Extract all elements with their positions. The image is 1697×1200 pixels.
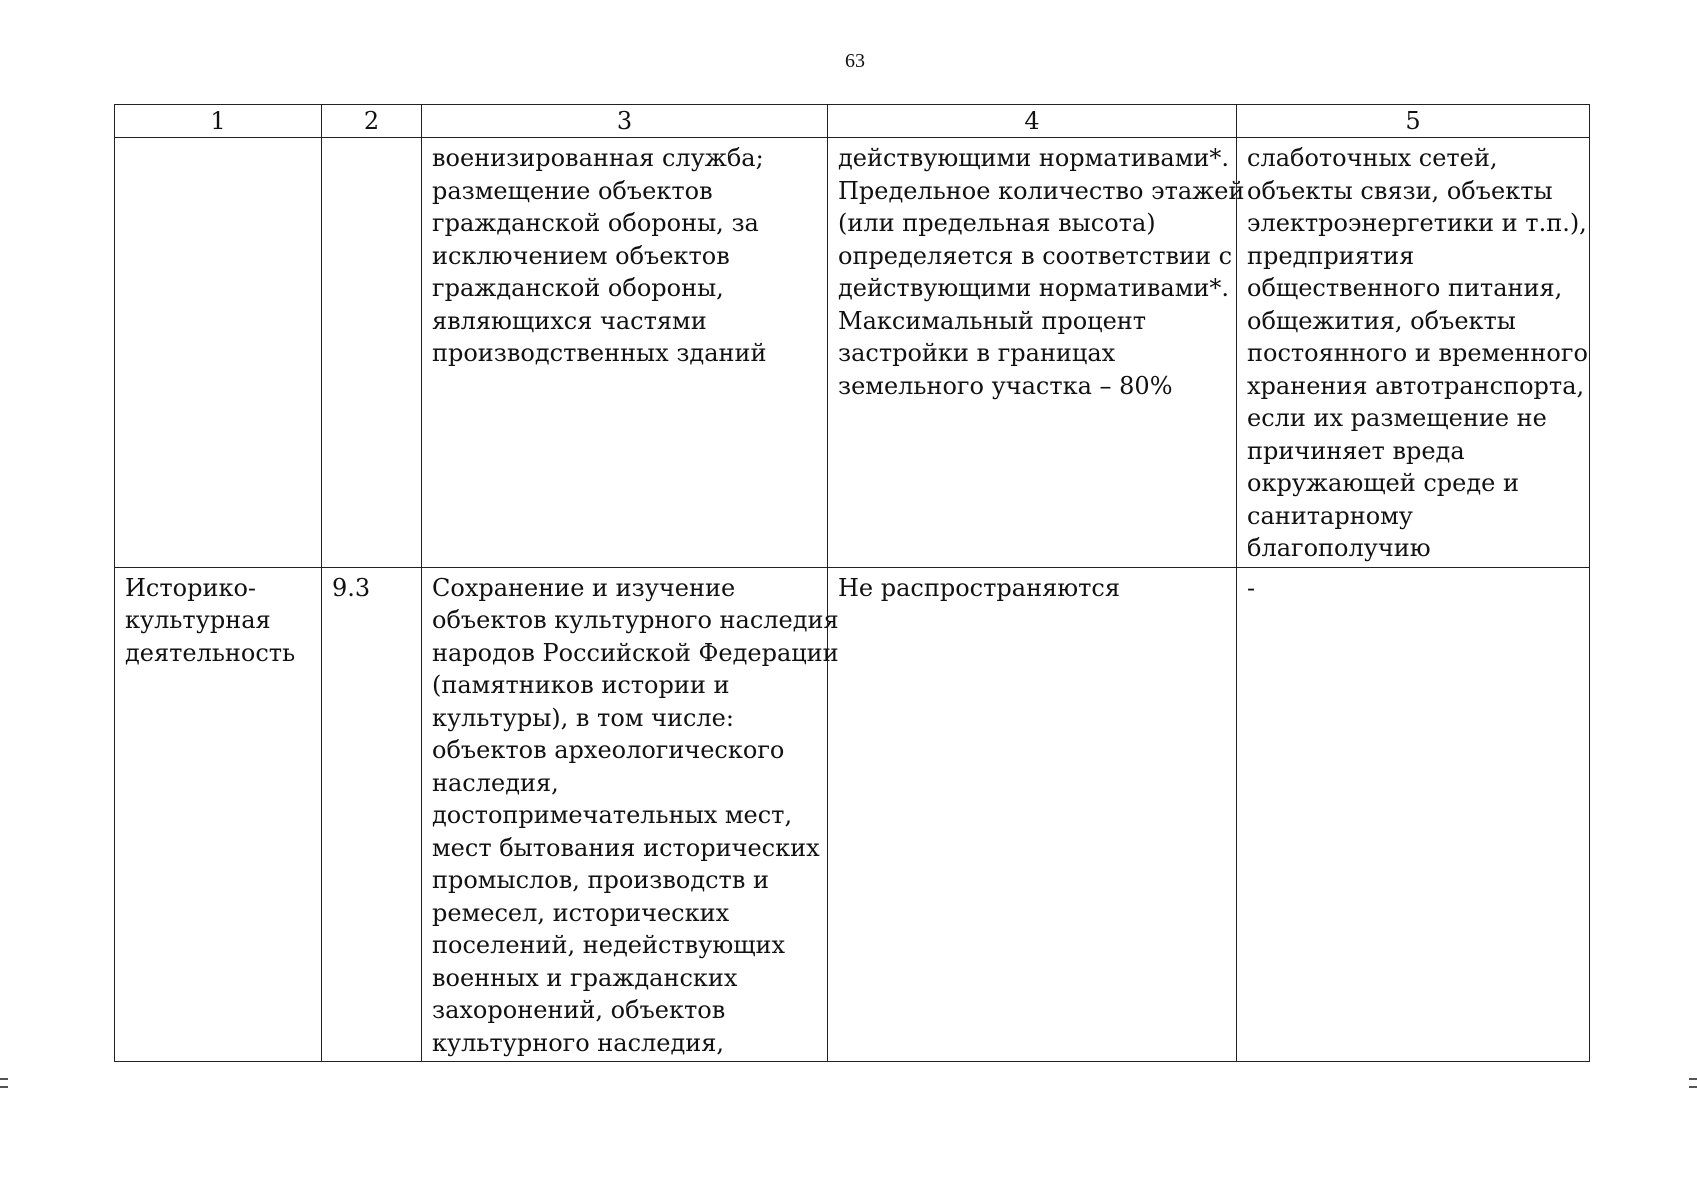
cell-col4 xyxy=(828,567,1237,1062)
cell-text-line: военных и гражданских xyxy=(432,963,738,992)
cell-col1 xyxy=(115,138,322,568)
cell-text-line: военизированная служба; xyxy=(432,144,764,172)
cell-text-line: захоронений, объектов xyxy=(432,996,726,1024)
cell-text-line: гражданской обороны, xyxy=(432,274,724,302)
cell-text-line: Максимальный процент xyxy=(838,306,1147,335)
cell-col3 xyxy=(422,138,828,568)
cell-text-line: ремесел, исторических xyxy=(432,898,730,927)
cell-text-line: общежития, объекты xyxy=(1247,306,1516,335)
cell-text-line: постоянного и временного xyxy=(1247,339,1588,367)
cell-text-line: окружающей среде и xyxy=(1247,469,1519,497)
header-cell-4: 4 xyxy=(828,105,1237,138)
cell-text-line: промыслов, производств и xyxy=(432,866,769,894)
cell-text-line: Не распространяются xyxy=(838,573,1120,602)
cell-text-line: предприятия xyxy=(1247,241,1415,270)
cell-text-line: (памятников истории и xyxy=(432,671,730,699)
document-table xyxy=(114,104,1590,1062)
cell-text-line: объектов культурного наследия xyxy=(432,606,839,634)
cell-col2 xyxy=(322,567,422,1062)
cell-text-line: застройки в границах xyxy=(838,339,1116,367)
page-number: 63 xyxy=(845,50,865,72)
scan-edge-mark xyxy=(0,1086,8,1088)
cell-text-line: деятельность xyxy=(125,638,296,667)
cell-text-line: Историко- xyxy=(125,573,257,602)
cell-text-line: производственных зданий xyxy=(432,339,767,367)
cell-col5 xyxy=(1237,138,1590,568)
cell-text-line: общественного питания, xyxy=(1247,274,1563,302)
cell-text-line: культурная xyxy=(125,606,271,634)
cell-text-line: Предельное количество этажей xyxy=(838,176,1245,205)
cell-text-line: поселений, недействующих xyxy=(432,931,786,959)
cell-text-line: действующими нормативами*. xyxy=(838,144,1229,172)
cell-text-line: исключением объектов xyxy=(432,241,730,270)
cell-text-line: земельного участка – 80% xyxy=(838,371,1173,400)
cell-text-line: гражданской обороны, за xyxy=(432,209,759,237)
cell-text-line: наследия, xyxy=(432,768,559,797)
cell-text-line: мест бытования исторических xyxy=(432,833,820,862)
scan-edge-mark xyxy=(0,1078,8,1080)
cell-text-line: 9.3 xyxy=(332,573,371,602)
cell-text-line: слаботочных сетей, xyxy=(1247,144,1498,172)
cell-text-line: - xyxy=(1247,573,1256,602)
cell-text-line: (или предельная высота) xyxy=(838,209,1156,237)
cell-col1 xyxy=(115,567,322,1062)
cell-text-line: достопримечательных мест, xyxy=(432,801,793,829)
cell-text-line: объектов археологического xyxy=(432,736,785,764)
cell-text-line: культурного наследия, xyxy=(432,1028,725,1057)
cell-text-line: Сохранение и изучение xyxy=(432,573,736,602)
cell-text-line: санитарному xyxy=(1247,501,1413,530)
cell-text-line: благополучию xyxy=(1247,534,1431,562)
cell-text-line: причиняет вреда xyxy=(1247,436,1465,465)
cell-col2 xyxy=(322,138,422,568)
header-cell-5: 5 xyxy=(1237,105,1590,138)
cell-text-line: объекты связи, объекты xyxy=(1247,176,1553,205)
scan-edge-mark xyxy=(1689,1086,1697,1088)
header-cell-1: 1 xyxy=(115,105,322,138)
table-header-row xyxy=(115,105,1590,138)
scan-edge-mark xyxy=(1689,1078,1697,1080)
header-cell-3: 3 xyxy=(422,105,828,138)
cell-col5 xyxy=(1237,567,1590,1062)
cell-text-line: являющихся частями xyxy=(432,306,707,335)
cell-text-line: размещение объектов xyxy=(432,176,713,205)
cell-col3 xyxy=(422,567,839,1062)
table-row xyxy=(115,138,1590,568)
header-cell-2: 2 xyxy=(322,105,422,138)
cell-text-line: действующими нормативами*. xyxy=(838,274,1229,302)
cell-text-line: определяется в соответствии с xyxy=(838,241,1233,270)
table-row xyxy=(115,567,1590,1062)
cell-text-line: хранения автотранспорта, xyxy=(1247,371,1585,400)
cell-text-line: если их размещение не xyxy=(1247,404,1547,432)
cell-text-line: электроэнергетики и т.п.), xyxy=(1247,209,1587,237)
cell-text-line: народов Российской Федерации xyxy=(432,638,839,667)
cell-text-line: культуры), в том числе: xyxy=(432,703,734,732)
cell-col4 xyxy=(828,138,1245,568)
